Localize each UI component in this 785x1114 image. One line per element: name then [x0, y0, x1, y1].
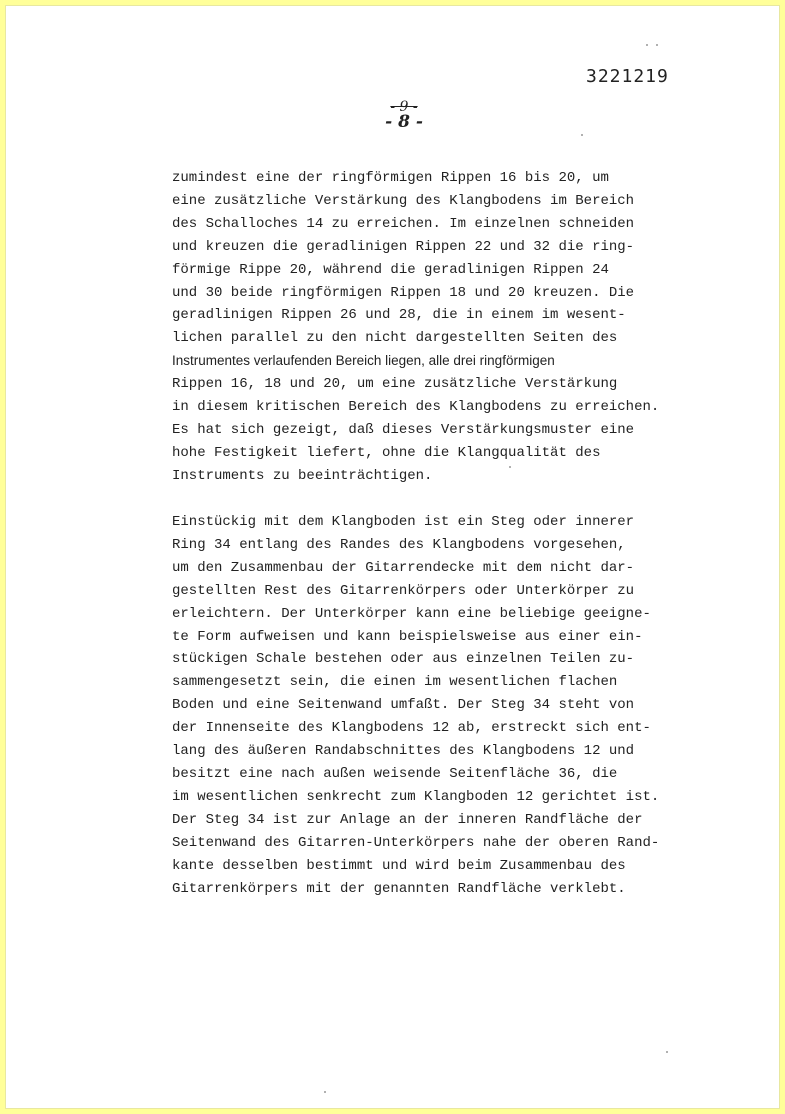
struck-page-number: - 9 -: [390, 99, 418, 115]
scan-speck: [646, 44, 648, 46]
current-page-number: - 8 -: [385, 112, 423, 132]
text-line: und 30 beide ringförmigen Rippen 18 und 20 kreuzen. Die: [172, 284, 635, 301]
text-line: und kreuzen die geradlinigen Rippen 22 und 32 die ring-: [172, 238, 635, 255]
text-line: kante desselben bestimmt und wird beim Zusammenbau des: [172, 857, 626, 874]
text-line: Seitenwand des Gitarren-Unterkörpers nahe der oberen Rand-: [172, 834, 660, 851]
text-line: Einstückig mit dem Klangboden ist ein Steg oder innerer: [172, 514, 635, 530]
paragraph-2: [172, 511, 659, 900]
text-line: hohe Festigkeit liefert, ohne die Klangqualität des: [172, 444, 601, 461]
text-line: Instrumentes verlaufenden Bereich liegen, alle drei ringförmigen: [172, 353, 555, 369]
text-line: Instruments zu beeinträchtigen.: [172, 467, 433, 484]
page-number: [379, 100, 429, 130]
text-line: besitzt eine nach außen weisende Seitenfläche 36, die: [172, 765, 618, 782]
text-line: stückigen Schale bestehen oder aus einzelnen Teilen zu-: [172, 651, 635, 668]
text-line: sammengesetzt sein, die einen im wesentlichen flachen: [172, 674, 618, 691]
text-line: gestellten Rest des Gitarrenkörpers oder Unterkörper zu: [172, 582, 635, 599]
text-line: im wesentlichen senkrecht zum Klangboden 12 gerichtet ist.: [172, 788, 660, 805]
scan-speck: [656, 44, 658, 46]
text-line: zumindest eine der ringförmigen Rippen 16 bis 20, um: [172, 170, 609, 186]
text-line: Rippen 16, 18 und 20, um eine zusätzliche Verstärkung: [172, 376, 618, 393]
text-line: Es hat sich gezeigt, daß dieses Verstärkungsmuster eine: [172, 421, 635, 438]
document-number: 3221219: [586, 66, 669, 87]
scan-speck: [581, 134, 583, 136]
text-line: eine zusätzliche Verstärkung des Klangbodens im Bereich: [172, 192, 635, 209]
text-line: in diesem kritischen Bereich des Klangbodens zu erreichen.: [172, 399, 660, 416]
document-page: [5, 5, 780, 1109]
text-line: Boden und eine Seitenwand umfaßt. Der Steg 34 steht von: [172, 697, 635, 714]
text-line: lichen parallel zu den nicht dargestellten Seiten des: [172, 330, 618, 347]
scan-speck: [509, 466, 511, 468]
text-line: geradlinigen Rippen 26 und 28, die in einem im wesent-: [172, 307, 626, 324]
paragraph-1: [172, 167, 659, 488]
text-line: Ring 34 entlang des Randes des Klangbodens vorgesehen,: [172, 536, 626, 553]
text-line: der Innenseite des Klangbodens 12 ab, erstreckt sich ent-: [172, 720, 651, 737]
scan-speck: [324, 1091, 326, 1093]
text-line: des Schalloches 14 zu erreichen. Im einzelnen schneiden: [172, 215, 635, 232]
text-line: um den Zusammenbau der Gitarrendecke mit dem nicht dar-: [172, 559, 635, 576]
text-line: te Form aufweisen und kann beispielsweise aus einer ein-: [172, 628, 643, 645]
scan-speck: [666, 1051, 668, 1053]
text-line: lang des äußeren Randabschnittes des Klangbodens 12 und: [172, 743, 635, 760]
text-line: erleichtern. Der Unterkörper kann eine beliebige geeigne-: [172, 605, 651, 622]
text-line: Gitarrenkörpers mit der genannten Randfläche verklebt.: [172, 880, 626, 897]
text-line: förmige Rippe 20, während die geradlinigen Rippen 24: [172, 261, 609, 278]
text-line: Der Steg 34 ist zur Anlage an der inneren Randfläche der: [172, 811, 643, 828]
